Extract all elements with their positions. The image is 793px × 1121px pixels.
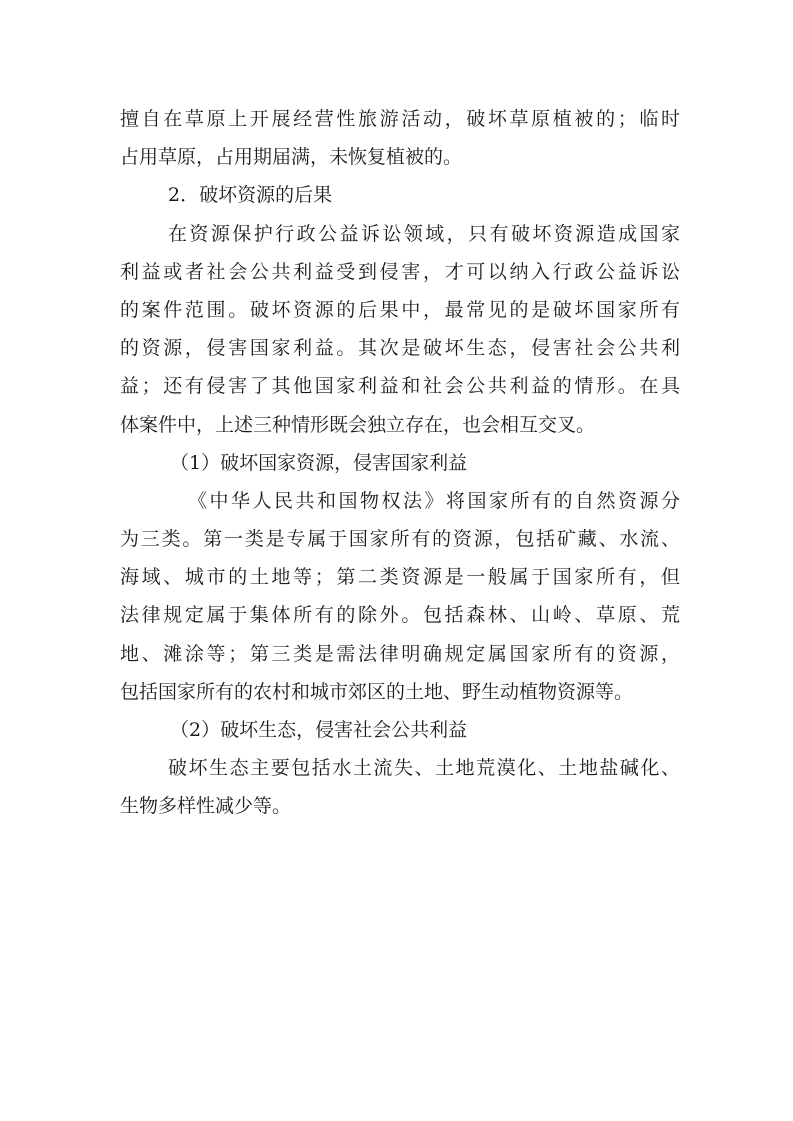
text-line: 在资源保护行政公益诉讼领域，只有破坏资源造成国家 bbox=[168, 222, 680, 245]
text-line: 为三类。第一类是专属于国家所有的资源，包括矿藏、水流、 bbox=[120, 528, 680, 551]
text-line: 占用草原，占用期届满，未恢复植被的。 bbox=[120, 146, 463, 169]
heading-text: 2．破坏资源的后果 bbox=[168, 184, 333, 207]
text-line: 的案件范围。破坏资源的后果中，最常见的是破坏国家所有 bbox=[120, 298, 680, 321]
text-line: 法律规定属于集体所有的除外。包括森林、山岭、草原、荒 bbox=[120, 604, 680, 627]
text-line: 体案件中，上述三种情形既会独立存在，也会相互交叉。 bbox=[120, 413, 596, 436]
text-line: 地、滩涂等；第三类是需法律明确规定属国家所有的资源， bbox=[120, 642, 680, 665]
subheading-text: （1）破坏国家资源，侵害国家利益 bbox=[170, 451, 468, 474]
page-body bbox=[120, 100, 680, 826]
paragraph bbox=[120, 100, 680, 176]
text-line: 海域、城市的土地等；第二类资源是一般属于国家所有，但 bbox=[120, 566, 680, 589]
text-line: 擅自在草原上开展经营性旅游活动，破坏草原植被的；临时 bbox=[120, 108, 680, 130]
paragraph bbox=[120, 215, 680, 444]
subheading bbox=[120, 444, 680, 482]
text-line: 包括国家所有的农村和城市郊区的土地、野生动植物资源等。 bbox=[120, 680, 634, 703]
subheading bbox=[120, 711, 680, 749]
section-heading bbox=[120, 176, 680, 214]
text-line: 生物多样性减少等。 bbox=[120, 795, 292, 818]
paragraph bbox=[120, 482, 680, 711]
subheading-text: （2）破坏生态，侵害社会公共利益 bbox=[170, 719, 468, 741]
text-line: 的资源，侵害国家利益。其次是破坏生态，侵害社会公共利 bbox=[120, 337, 680, 360]
text-line: 利益或者社会公共利益受到侵害，才可以纳入行政公益诉讼 bbox=[120, 260, 680, 283]
paragraph bbox=[120, 749, 680, 825]
text-line: 破坏生态主要包括水土流失、土地荒漠化、土地盐碱化、 bbox=[168, 757, 680, 780]
text-line: 《中华人民共和国物权法》将国家所有的自然资源分 bbox=[188, 489, 680, 512]
text-line: 益；还有侵害了其他国家利益和社会公共利益的情形。在具 bbox=[120, 375, 680, 398]
